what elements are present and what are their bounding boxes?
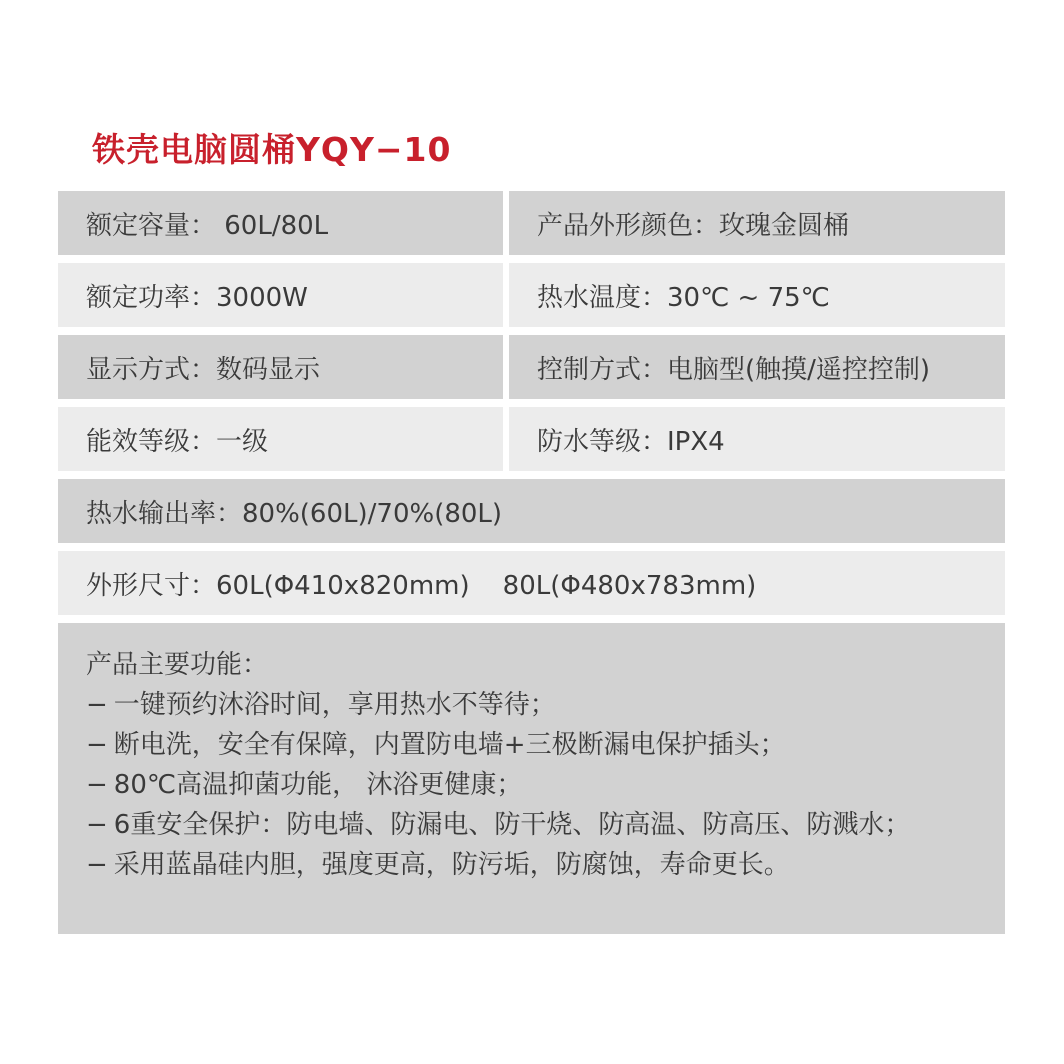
- feature-item: [86, 725, 1005, 765]
- feature-item: [86, 765, 1005, 805]
- bullet-dash: −: [86, 810, 108, 840]
- feature-item: [86, 805, 1005, 845]
- bullet-dash: −: [86, 770, 108, 800]
- feature-text: 一键预约沐浴时间，享用热水不等待；: [113, 690, 556, 720]
- spec-temperature: 热水温度：30℃ ~ 75℃: [509, 263, 1005, 327]
- spec-efficiency: 能效等级：一级: [58, 407, 503, 471]
- feature-text: 断电洗，安全有保障，内置防电墙+三极断漏电保护插头；: [113, 730, 786, 760]
- feature-text: 80℃高温抑菌功能， 沐浴更健康；: [113, 770, 523, 800]
- spec-display: 显示方式：数码显示: [58, 335, 503, 399]
- feature-item: [86, 845, 1005, 885]
- features-panel: [58, 623, 1005, 934]
- spec-waterproof: 防水等级：IPX4: [509, 407, 1005, 471]
- feature-text: 6重安全保护：防电墙、防漏电、防干烧、防高温、防高压、防溅水；: [113, 810, 911, 840]
- bullet-dash: −: [86, 690, 108, 720]
- product-title: 铁壳电脑圆桶YQY−10: [92, 130, 452, 169]
- spec-power: 额定功率：3000W: [58, 263, 503, 327]
- spec-dimensions: 外形尺寸：60L(Φ410x820mm) 80L(Φ480x783mm): [58, 551, 1005, 615]
- spec-capacity: 额定容量： 60L/80L: [58, 191, 503, 255]
- bullet-dash: −: [86, 850, 108, 880]
- feature-text: 采用蓝晶硅内胆，强度更高，防污垢，防腐蚀，寿命更长。: [113, 850, 790, 880]
- bullet-dash: −: [86, 730, 108, 760]
- spec-output-rate: 热水输出率：80%(60L)/70%(80L): [58, 479, 1005, 543]
- features-heading: 产品主要功能：: [86, 650, 269, 680]
- spec-color: 产品外形颜色：玫瑰金圆桶: [509, 191, 1005, 255]
- spec-control: 控制方式：电脑型(触摸/遥控控制): [509, 335, 1005, 399]
- feature-item: [86, 685, 1005, 725]
